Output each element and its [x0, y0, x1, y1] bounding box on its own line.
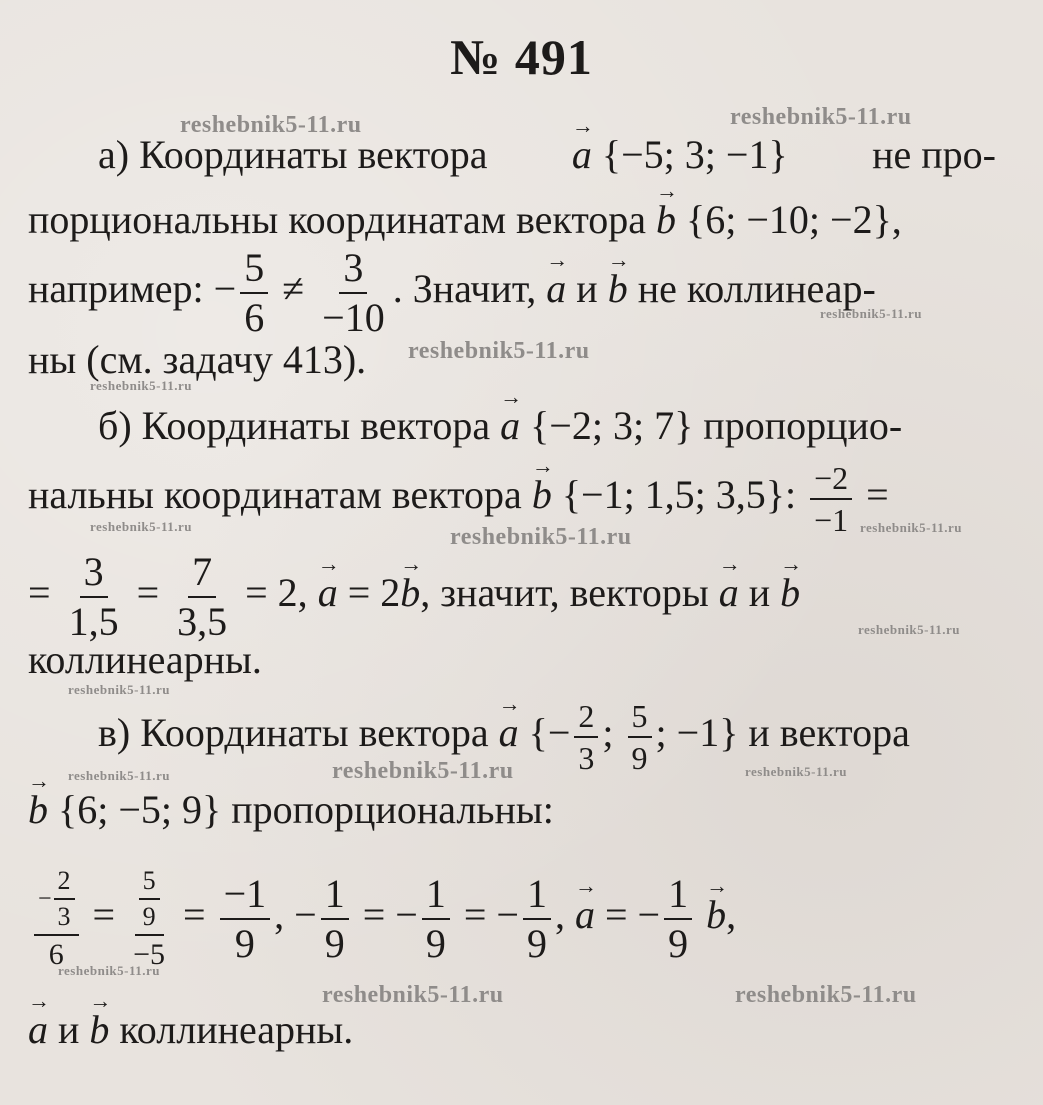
watermark: reshebnik5-11.ru — [858, 622, 961, 637]
fraction: $\frac{-2}{-1}$ — [810, 462, 852, 536]
vector-b: → b — [656, 178, 679, 242]
vector-b: → b — [28, 768, 50, 832]
fraction: $\frac{5}{6}$ — [240, 248, 268, 338]
watermark: reshebnik5-11.ru — [735, 982, 917, 1008]
problem-title: № 491 — [450, 29, 593, 85]
watermark: reshebnik5-11.ru — [68, 682, 171, 697]
fraction: $\frac{5}{9}$ — [628, 700, 652, 774]
vector-b: → b — [780, 551, 803, 616]
watermark: reshebnik5-11.ru — [745, 764, 848, 779]
vector-a: → a — [718, 551, 741, 616]
fraction: $\frac{1}{9}$ — [321, 874, 349, 964]
vector-b: → b — [400, 551, 423, 616]
vector-a: → a — [546, 247, 569, 312]
part-c-line-2: → b {6; −5; 9} пропорциональны: — [28, 768, 554, 832]
watermark: reshebnik5-11.ru — [408, 338, 590, 364]
fraction: $\frac{7}{3,5}$ — [177, 549, 228, 644]
fraction: $\frac{1}{9}$ — [664, 874, 692, 964]
fraction: $\frac{\frac{5}{9}}{-5}$ — [133, 866, 166, 971]
vector-b: → b — [706, 873, 729, 938]
vector-a: → a — [574, 873, 597, 938]
watermark: reshebnik5-11.ru — [332, 758, 514, 784]
fraction: $\frac{-1}{9}$ — [220, 874, 271, 964]
watermark: reshebnik5-11.ru — [820, 306, 923, 321]
vector-a: → a — [317, 551, 340, 616]
part-a-line-4: ны (см. задачу 413). — [28, 337, 367, 382]
part-b-line-1: б) Координаты вектора → a {−2; 3; 7} пропорцио- — [98, 384, 903, 448]
part-b-line-2: нальны координатам вектора → b {−1; 1,5; 3,5}: $\frac{-2}{-1}$ = — [28, 453, 889, 538]
part-c-final: → a и → b коллинеарны. — [28, 988, 354, 1052]
part-c-equation: − $\frac{2}{3}$ 6 = $\frac{\frac{5}{9}}{-5}$ = $\frac{-1}{9}$ , − $\frac{1}{9}$ = − $\frac{1}{9}$ = − $\frac{1}{9}$ , → a = − $\frac{1}{9}$ → b, — [30, 868, 736, 970]
watermark: reshebnik5-11.ru — [450, 524, 632, 550]
part-c-line-1: в) Координаты вектора → a {− $\frac{2}{3}$ ; $\frac{5}{9}$ ; −1} и вектора — [98, 691, 910, 776]
fraction: $\frac{3}{1,5}$ — [68, 549, 119, 644]
vector-b: → b — [531, 453, 554, 518]
watermark: reshebnik5-11.ru — [322, 982, 504, 1008]
watermark: reshebnik5-11.ru — [90, 378, 193, 393]
fraction: $\frac{1}{9}$ — [422, 874, 450, 964]
part-a-line-1: а) Координаты вектора → a {−5; 3; −1} не про- — [98, 113, 996, 177]
vector-a: → a — [498, 691, 521, 756]
part-b-line-3: = $\frac{3}{1,5}$ = $\frac{7}{3,5}$ = 2, → a = 2 → b, значит, векторы → a и → b — [28, 549, 803, 644]
fraction: $\frac{3}{-10}$ — [322, 245, 385, 340]
fraction: $\frac{1}{9}$ — [523, 874, 551, 964]
part-a-line-3: например: − $\frac{5}{6}$ ≠ $\frac{3}{-10}$ . Значит, → a и → b не коллинеар- — [28, 245, 876, 340]
watermark: reshebnik5-11.ru — [58, 963, 161, 978]
watermark: reshebnik5-11.ru — [860, 520, 963, 535]
vector-b: → b — [89, 988, 112, 1052]
watermark: reshebnik5-11.ru — [730, 104, 912, 130]
fraction: − $\frac{2}{3}$ 6 — [34, 868, 79, 970]
watermark: reshebnik5-11.ru — [180, 112, 362, 138]
part-b-line-4: коллинеарны. — [28, 637, 262, 682]
watermark: reshebnik5-11.ru — [68, 768, 171, 783]
vector-a: → a — [28, 988, 50, 1052]
part-a-line-2: порциональны координатам вектора → b {6; −10; −2}, — [28, 178, 902, 242]
vector-a: → a — [500, 384, 523, 448]
vector-b: → b — [607, 247, 630, 312]
vector-a: → a — [571, 113, 594, 177]
watermark: reshebnik5-11.ru — [90, 519, 193, 534]
fraction: $\frac{2}{3}$ — [574, 700, 598, 774]
